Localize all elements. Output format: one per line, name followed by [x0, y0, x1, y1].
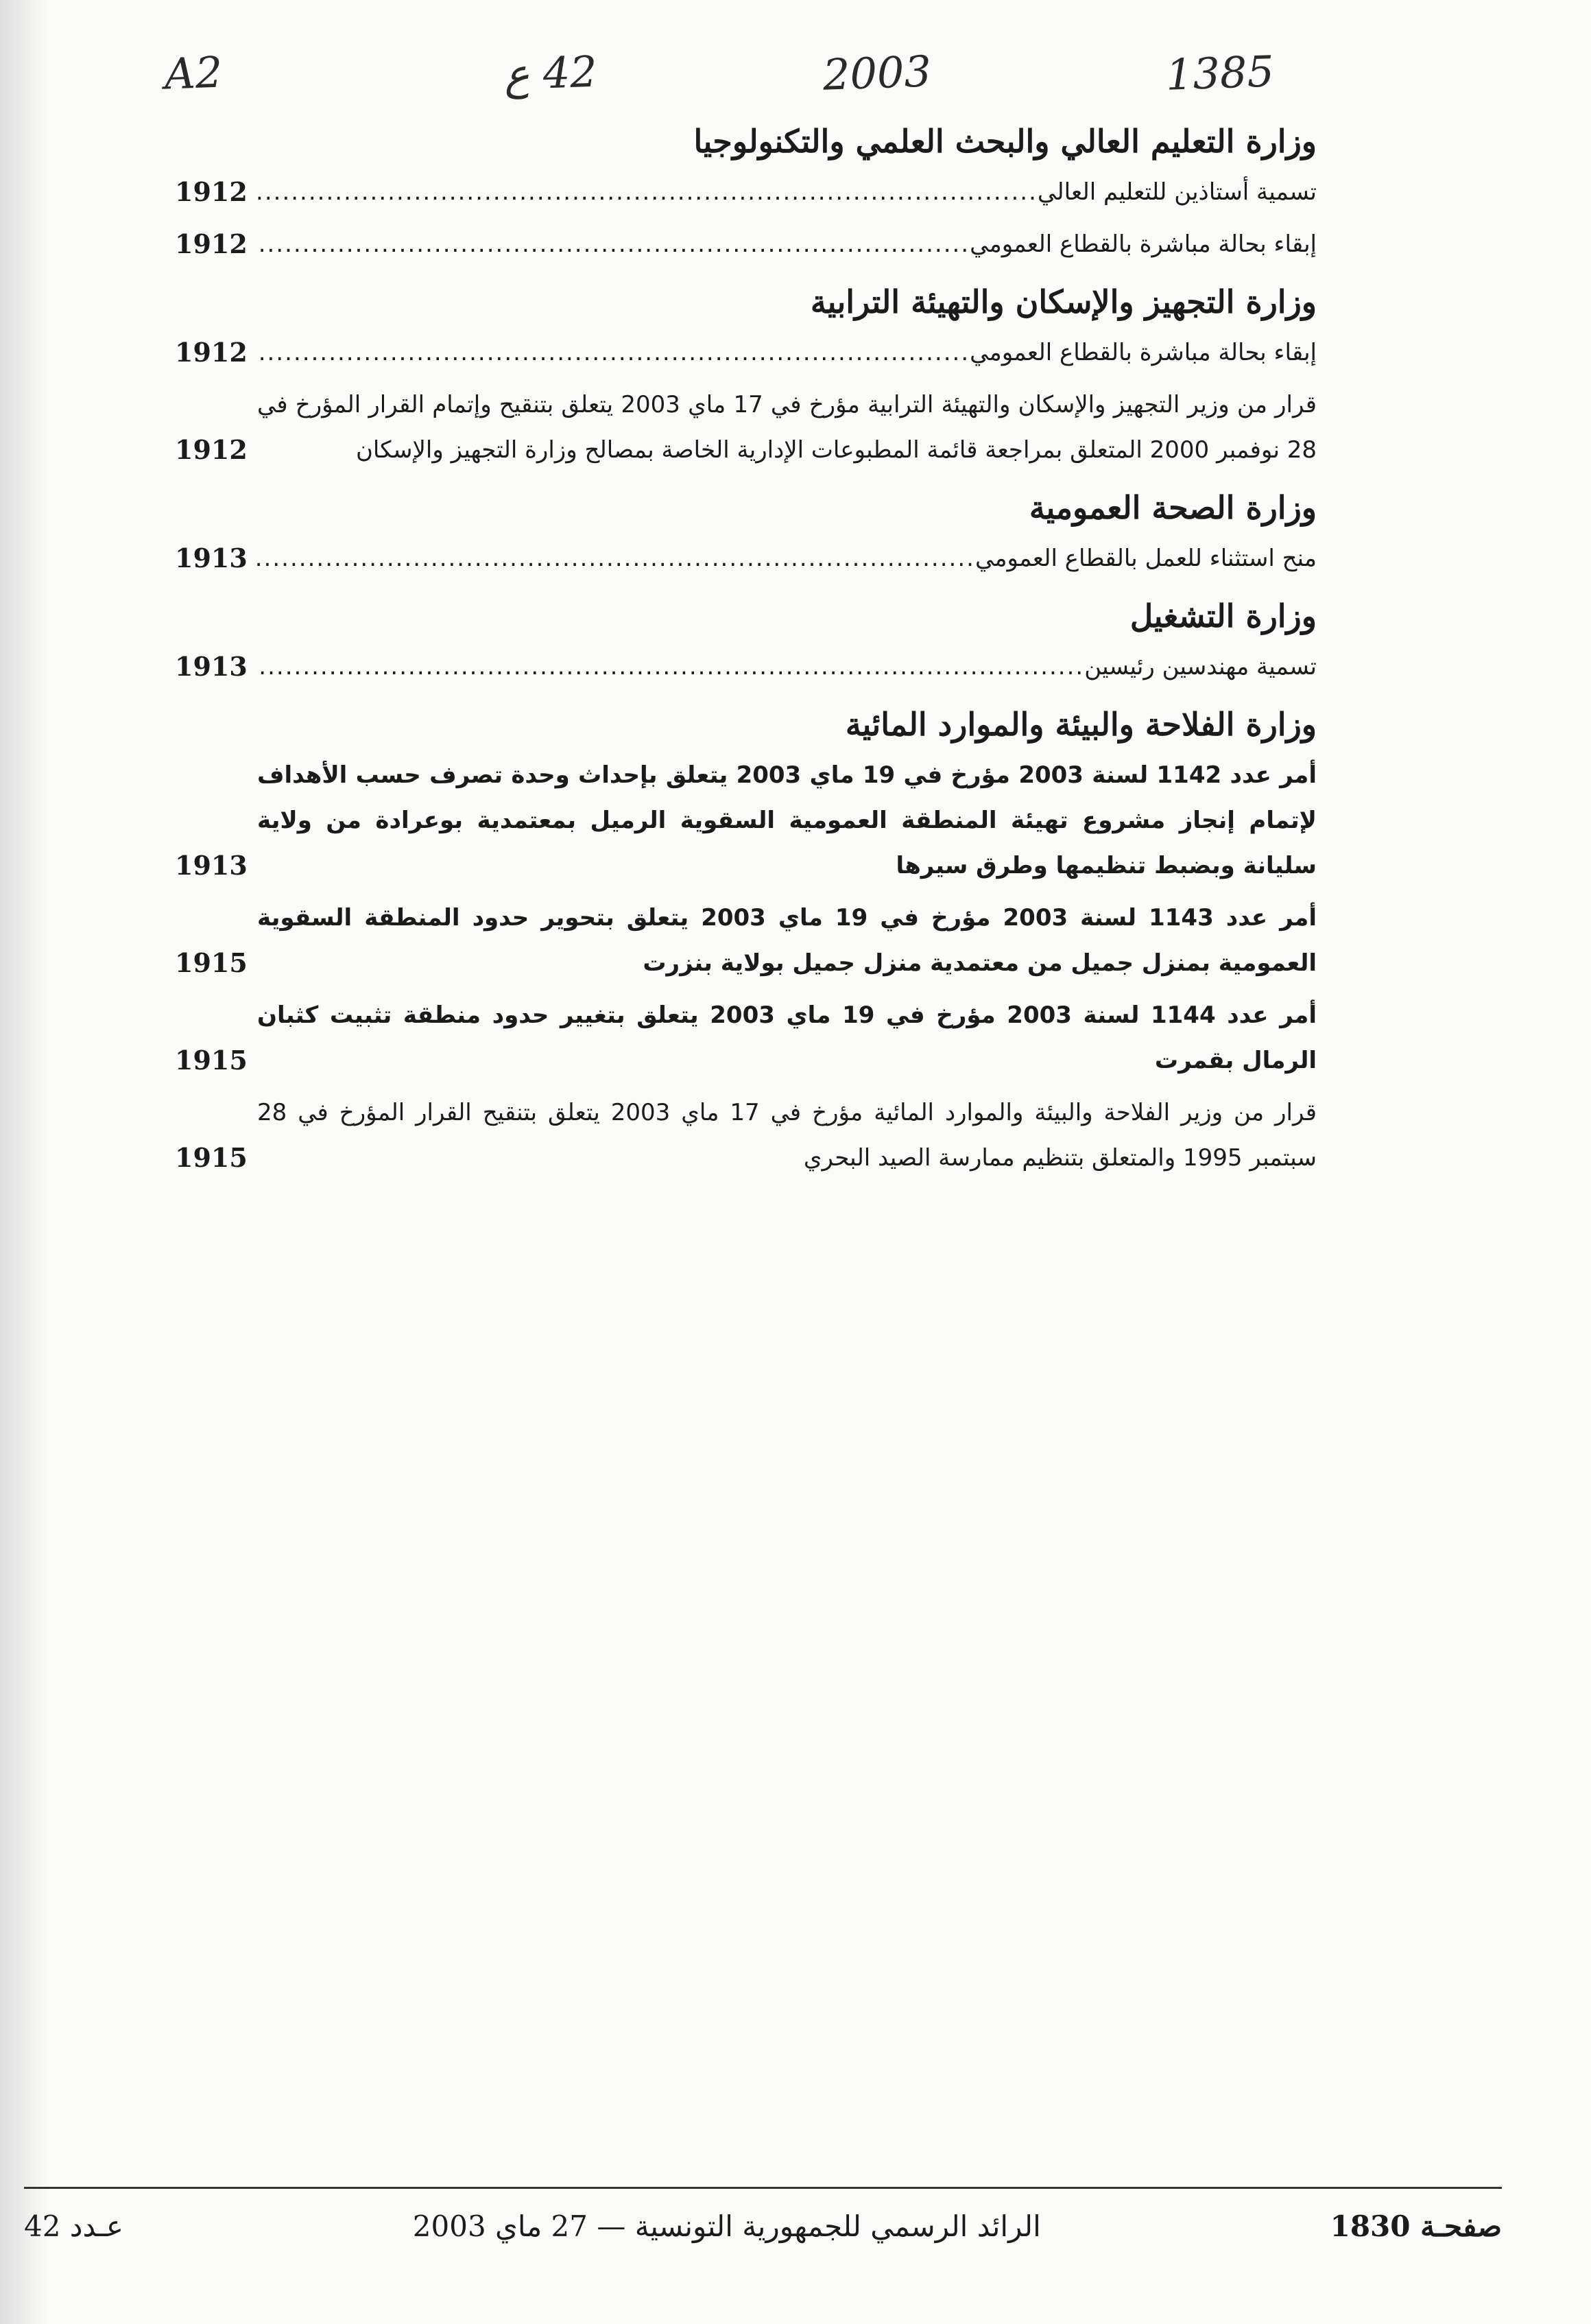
leader-dots — [257, 169, 1038, 215]
footer-page: صفحـة 1830 — [1330, 2209, 1502, 2243]
handwritten-note-mid: 42 ع — [503, 46, 598, 100]
toc-entry — [175, 895, 1317, 986]
page-footer — [24, 2202, 1502, 2250]
entry-page: 1913 — [175, 543, 248, 573]
footer-issue: عـدد 42 — [24, 2209, 123, 2243]
leader-dots — [257, 644, 1084, 689]
entry-page: 1912 — [175, 337, 248, 368]
table-of-contents — [175, 113, 1317, 1187]
entry-page: 1913 — [175, 850, 248, 881]
entry-title: أمر عدد 1143 لسنة 2003 مؤرخ في 19 ماي 2003 يتعلق بتحوير حدود المنطقة السقوية العمومية بمنزل جميل من معتمدية منزل جميل بولاية بنزرت — [257, 904, 1317, 977]
footer-rule — [24, 2187, 1502, 2189]
entry-page: 1912 — [175, 434, 248, 465]
toc-entry — [175, 330, 1317, 375]
section-heading: وزارة الفلاحة والبيئة والموارد المائية — [845, 706, 1317, 743]
section-heading: وزارة التجهيز والإسكان والتهيئة الترابية — [810, 283, 1317, 320]
toc-entry — [175, 169, 1317, 215]
toc-entry — [175, 536, 1317, 581]
toc-entry — [175, 752, 1317, 888]
handwritten-note-left: A2 — [163, 47, 224, 99]
entry-title: قرار من وزير الفلاحة والبيئة والموارد المائية مؤرخ في 17 ماي 2003 يتعلق بتنقيح القرار المؤرخ في 28 سبتمبر 1995 والمتعلق بتنظيم ممارسة الصيد البحري — [257, 1099, 1317, 1172]
handwritten-year: 2003 — [822, 46, 933, 100]
entry-title: منح استثناء للعمل بالقطاع العمومي — [974, 545, 1317, 572]
entry-page: 1912 — [175, 228, 248, 259]
entry-title: تسمية مهندسين رئيسين — [1084, 653, 1317, 680]
entry-title: تسمية أستاذين للتعليم العالي — [1037, 178, 1317, 206]
toc-entry — [175, 222, 1317, 267]
entry-page: 1913 — [175, 651, 248, 682]
footer-journal: الرائد الرسمي للجمهورية التونسية — 27 ماي 2003 — [412, 2209, 1041, 2243]
scan-shadow — [0, 0, 48, 2324]
leader-dots — [257, 222, 970, 267]
entry-page: 1915 — [175, 1142, 248, 1173]
section-heading: وزارة التعليم العالي والبحث العلمي والتكنولوجيا — [693, 123, 1317, 160]
entry-title: أمر عدد 1142 لسنة 2003 مؤرخ في 19 ماي 2003 يتعلق بإحداث وحدة تصرف حسب الأهداف لإتمام إنجاز مشروع تهيئة المنطقة العمومية السقوية الرميل بمعتمدية بوعرادة من ولاية سليانة وبضبط تنظيمها وطرق سيرها — [257, 761, 1317, 879]
entry-title: قرار من وزير التجهيز والإسكان والتهيئة الترابية مؤرخ في 17 ماي 2003 يتعلق بتنقيح وإتمام القرار المؤرخ في 28 نوفمبر 2000 المتعلق بمراجعة قائمة المطبوعات الإدارية الخاصة بمصالح وزارة التجهيز والإسكان — [257, 391, 1317, 464]
section-heading: وزارة الصحة العمومية — [1029, 489, 1317, 526]
leader-dots — [257, 536, 975, 581]
leader-dots — [257, 330, 970, 375]
entry-page: 1915 — [175, 1045, 248, 1076]
entry-title: إبقاء بحالة مباشرة بالقطاع العمومي — [970, 230, 1317, 258]
section-heading: وزارة التشغيل — [1129, 597, 1317, 635]
handwritten-number: 1385 — [1164, 46, 1276, 100]
toc-entry — [175, 993, 1317, 1083]
toc-entry — [175, 644, 1317, 689]
entry-page: 1915 — [175, 947, 248, 978]
entry-page: 1912 — [175, 176, 248, 207]
toc-entry — [175, 382, 1317, 473]
entry-title: إبقاء بحالة مباشرة بالقطاع العمومي — [970, 339, 1317, 366]
entry-title: أمر عدد 1144 لسنة 2003 مؤرخ في 19 ماي 2003 يتعلق بتغيير حدود منطقة تثبيت كثبان الرمال بقمرت — [257, 1001, 1317, 1074]
toc-entry — [175, 1090, 1317, 1181]
